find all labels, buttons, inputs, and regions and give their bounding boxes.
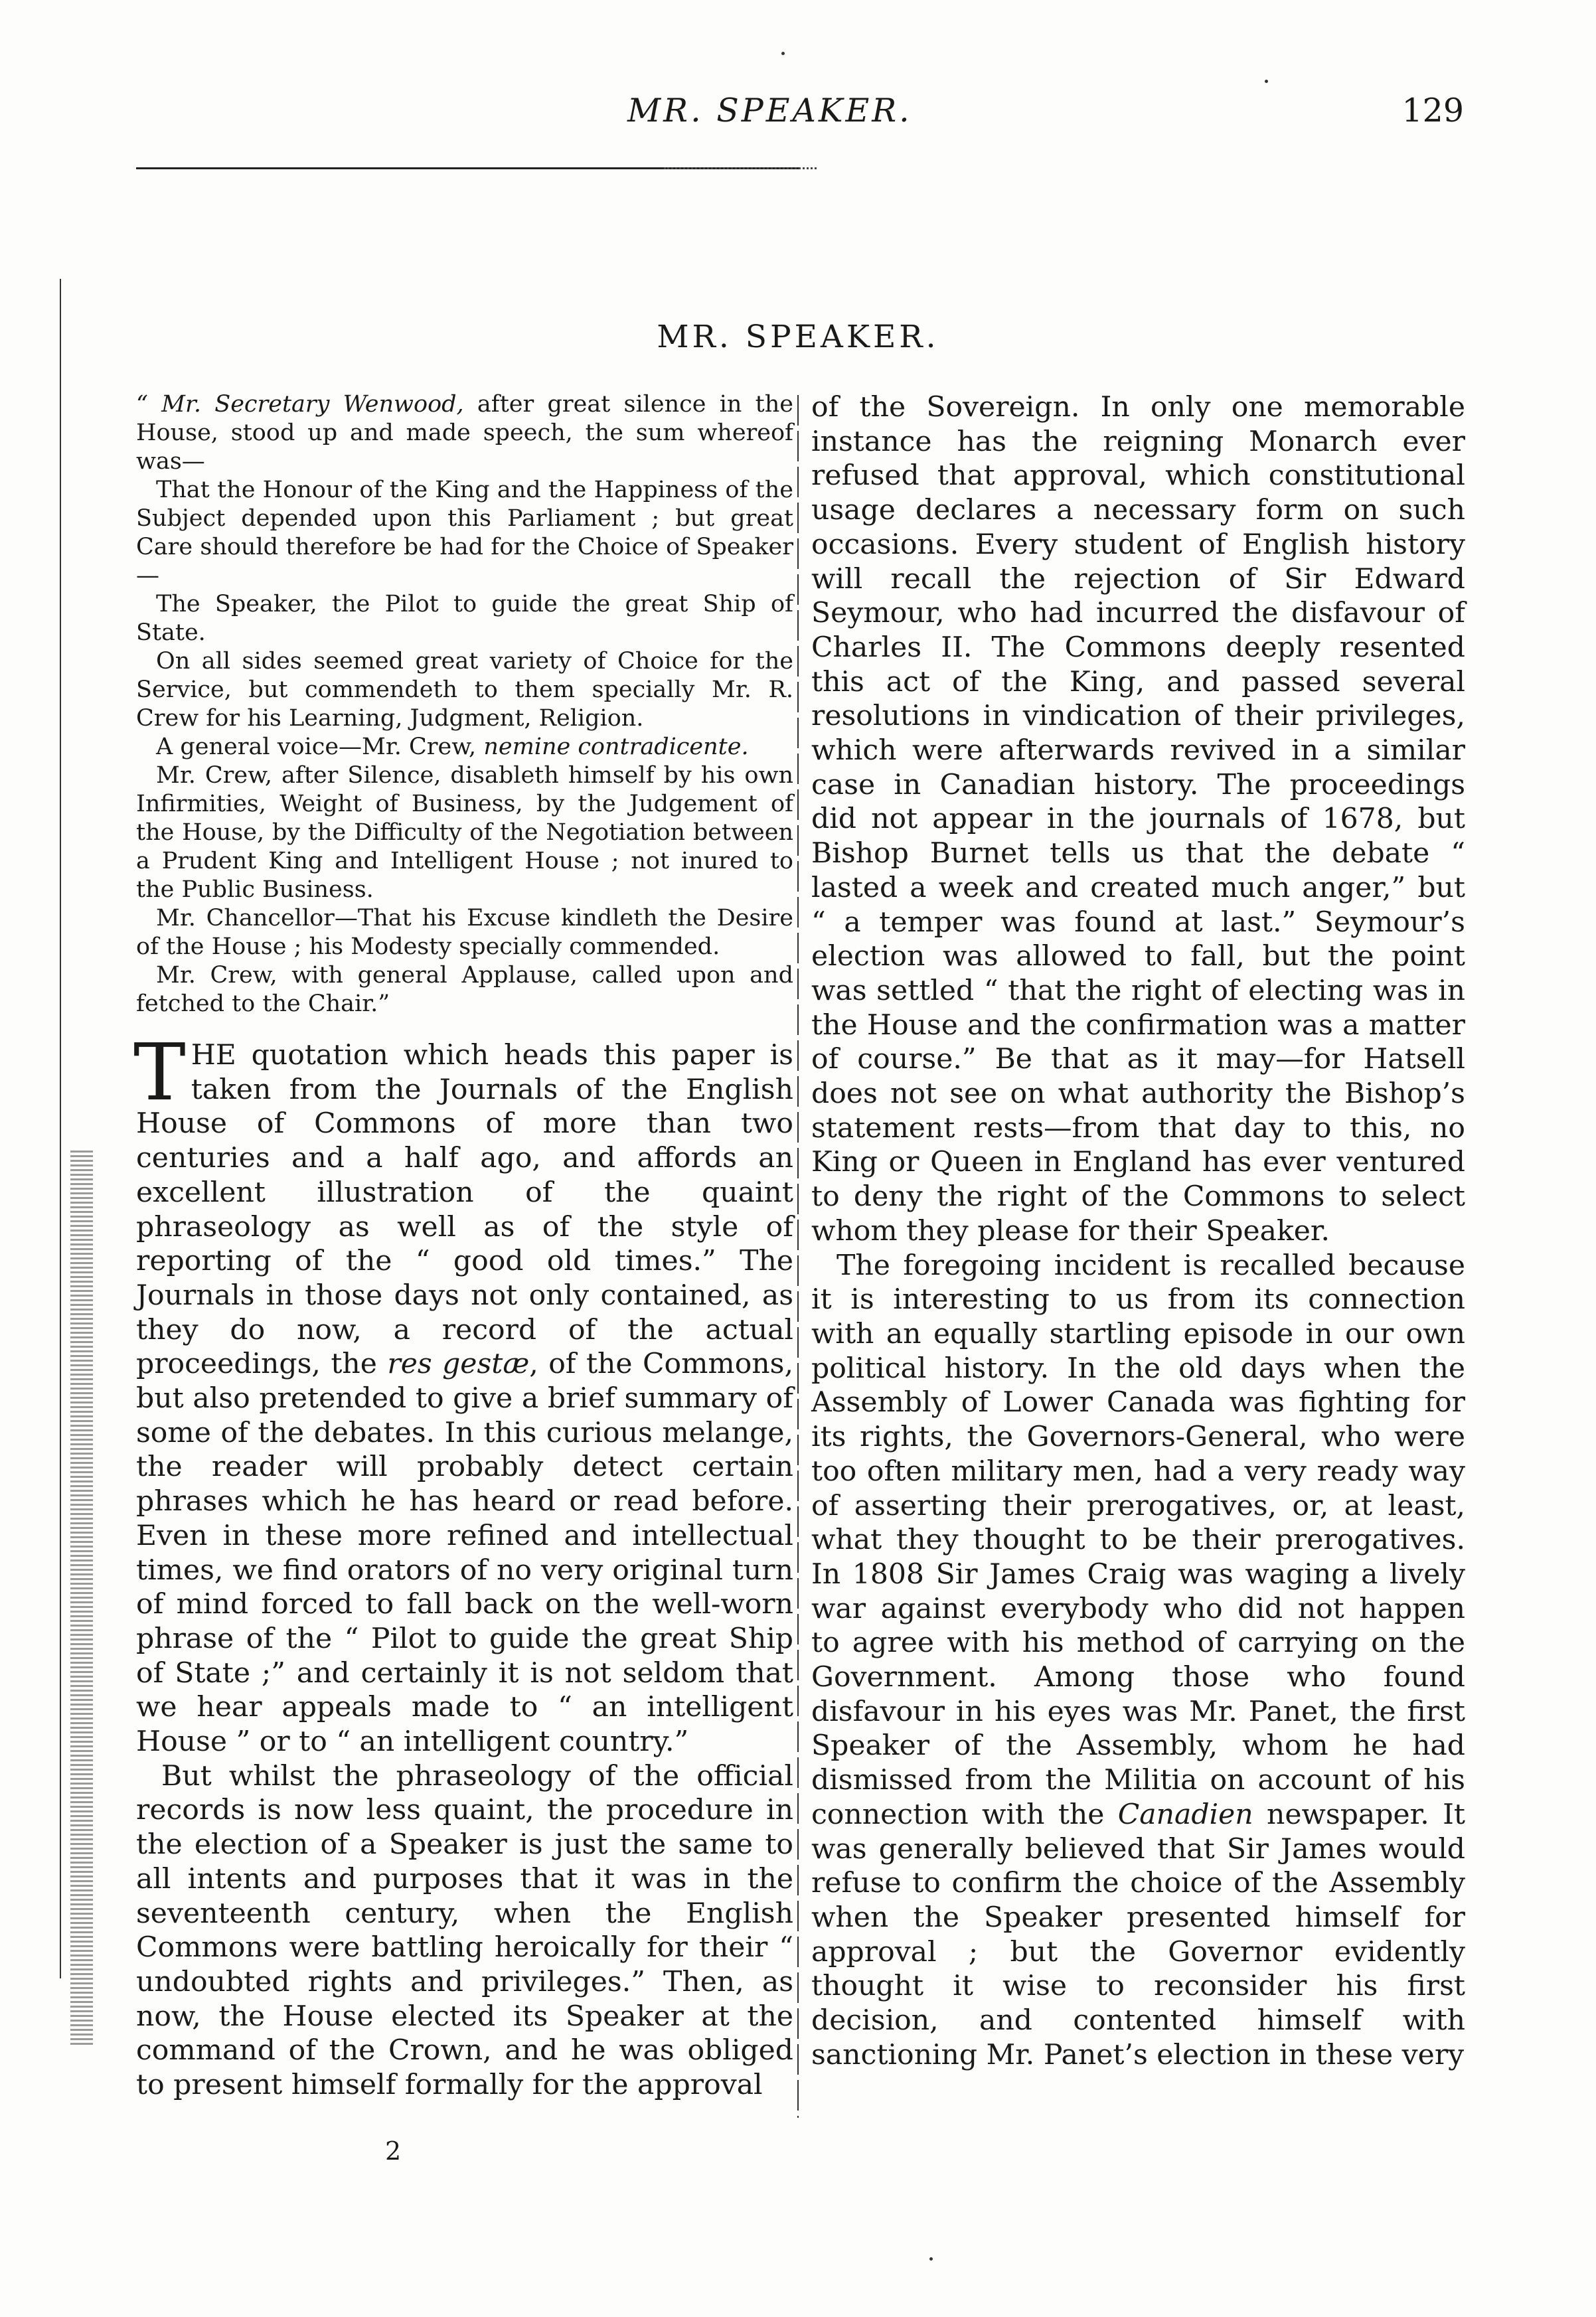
ink-speck	[781, 52, 785, 55]
body-paragraph: of the Sovereign. In only one memorable instance has the reigning Monarch ever refused that approval, which constitutional usage declares a necessary form on such occasions. Every student of English history will recall the rejection of Sir Edward Seymour, who had incurred the disfavour of Charles II. The Commons deeply resented this act of the King, and passed several resolutions in vindication of their privileges, which were afterwards revived in a similar case in Canadian history. The proceedings did not appear in the journals of 1678, but Bishop Burnet tells us that the debate “ lasted a week and created much anger,” but “ a temper was found at last.” Seymour’s election was allowed to fall, but the point was settled “ that the right of electing was in the House and the confirmation was a matter of course.” Be that as it may—for Hatsell does not see on what authority the Bishop’s statement rests—from that day to this, no King or Queen in England has ever ventured to deny the right of the Commons to select whom they please for their Speaker.	[811, 391, 1465, 1247]
epigraph-paragraph: “ Mr. Secretary Wenwood, after great silence in the House, stood up and made speech, the sum whereof was—	[136, 391, 793, 475]
epigraph-paragraph: On all sides seemed great variety of Choice for the Service, but commendeth to them specially Mr. R. Crew for his Learning, Judgment, Religion.	[136, 648, 793, 732]
left-column	[133, 390, 793, 2103]
scan-gutter	[33, 120, 58, 2045]
binding-shadow	[70, 1149, 93, 2045]
epigraph-paragraph: Mr. Crew, with general Applause, called upon and fetched to the Chair.”	[136, 962, 793, 1017]
page-header	[136, 92, 1464, 138]
newspaper-name: Canadien	[1117, 1798, 1253, 1831]
body-paragraph: But whilst the phraseology of the official records is now less quaint, the procedure in the election of a Speaker is just the same to all intents and purposes that it was in the seventeenth century, when the English Commons were battling heroically for their “ undoubted rights and privileges.” Then, as now, the House elected its Speaker at the command of the Crown, and he was obliged to present himself formally for the approval	[136, 1759, 793, 2102]
epigraph-speaker: “ Mr. Secretary Wenwood,	[136, 391, 464, 418]
binding-edge	[60, 279, 61, 1978]
column-divider	[797, 395, 799, 2118]
body-paragraph: The foregoing incident is recalled because it is interesting to us from its connection with an equally startling episode in our own political history. In the old days when the Assembly of Lower Canada was fighting for its rights, the Governors-General, who were too often military men, had a very ready way of asserting their prerogatives, or, at least, what they thought to be their prerogatives. In 1808 Sir James Craig was waging a lively war against everybody who did not happen to agree with his method of carrying on the Government. Among those who found disfavour in his eyes was Mr. Panet, the first Speaker of the Assembly, whom he had dismissed from the Militia on account of his connection with the Canadien newspaper. It was generally believed that Sir James would refuse to confirm the choice of the Assembly when the Speaker presented himself for approval ; but the Governor evidently thought it wise to reconsider his first decision, and contented himself with sanctioning Mr. Panet’s election in these very	[811, 1249, 1465, 2071]
article-title: MR. SPEAKER.	[657, 319, 939, 355]
epigraph-paragraph: Mr. Chancellor—That his Excuse kindleth the Desire of the House ; his Modesty specially commended.	[136, 905, 793, 960]
page-number: 129	[1401, 92, 1464, 129]
header-rule-dotted	[664, 167, 817, 169]
epigraph-paragraph: That the Honour of the King and the Happiness of the Subject depended upon this Parliament ; but great Care should therefore be had for the Choice of Speaker—	[136, 477, 793, 589]
epigraph-paragraph: The Speaker, the Pilot to guide the great Ship of State.	[136, 591, 793, 646]
latin-phrase: nemine contradicente.	[483, 734, 749, 760]
body-paragraph: THE quotation which heads this paper is taken from the Journals of the English House of Commons of more than two centuries and a half ago, and affords an excellent illustration of the quaint phraseology as well as of the style of reporting of the “ good old times.” The Journals in those days not only contained, as they do now, a record of the actual proceedings, the res gestæ, of the Commons, but also pretended to give a brief summary of some of the debates. In this curious melange, the reader will probably detect certain phrases which he has heard or read before. Even in these more refined and intellectual times, we find orators of no very original turn of mind forced to fall back on the well-worn phrase of the “ Pilot to guide the great Ship of State ;” and certainly it is not seldom that we hear appeals made to “ an intelligent House ” or to “ an intelligent country.”	[133, 1026, 793, 1759]
running-title: MR. SPEAKER.	[627, 92, 912, 129]
epigraph-paragraph: A general voice—Mr. Crew, nemine contradicente.	[156, 734, 749, 760]
epigraph	[136, 390, 793, 1018]
ink-speck	[929, 2257, 933, 2261]
signature-mark: 2	[385, 2136, 402, 2166]
right-column	[811, 390, 1465, 2072]
latin-phrase: res gestæ	[387, 1348, 530, 1381]
ink-speck	[1265, 80, 1268, 83]
drop-cap: T	[133, 1026, 186, 1118]
epigraph-paragraph: Mr. Crew, after Silence, disableth himself by his own Infirmities, Weight of Business, by the Judgement of the House, by the Difficulty of the Negotiation between a Prudent King and Intelligent House ; not inured to the Public Business.	[136, 762, 793, 903]
